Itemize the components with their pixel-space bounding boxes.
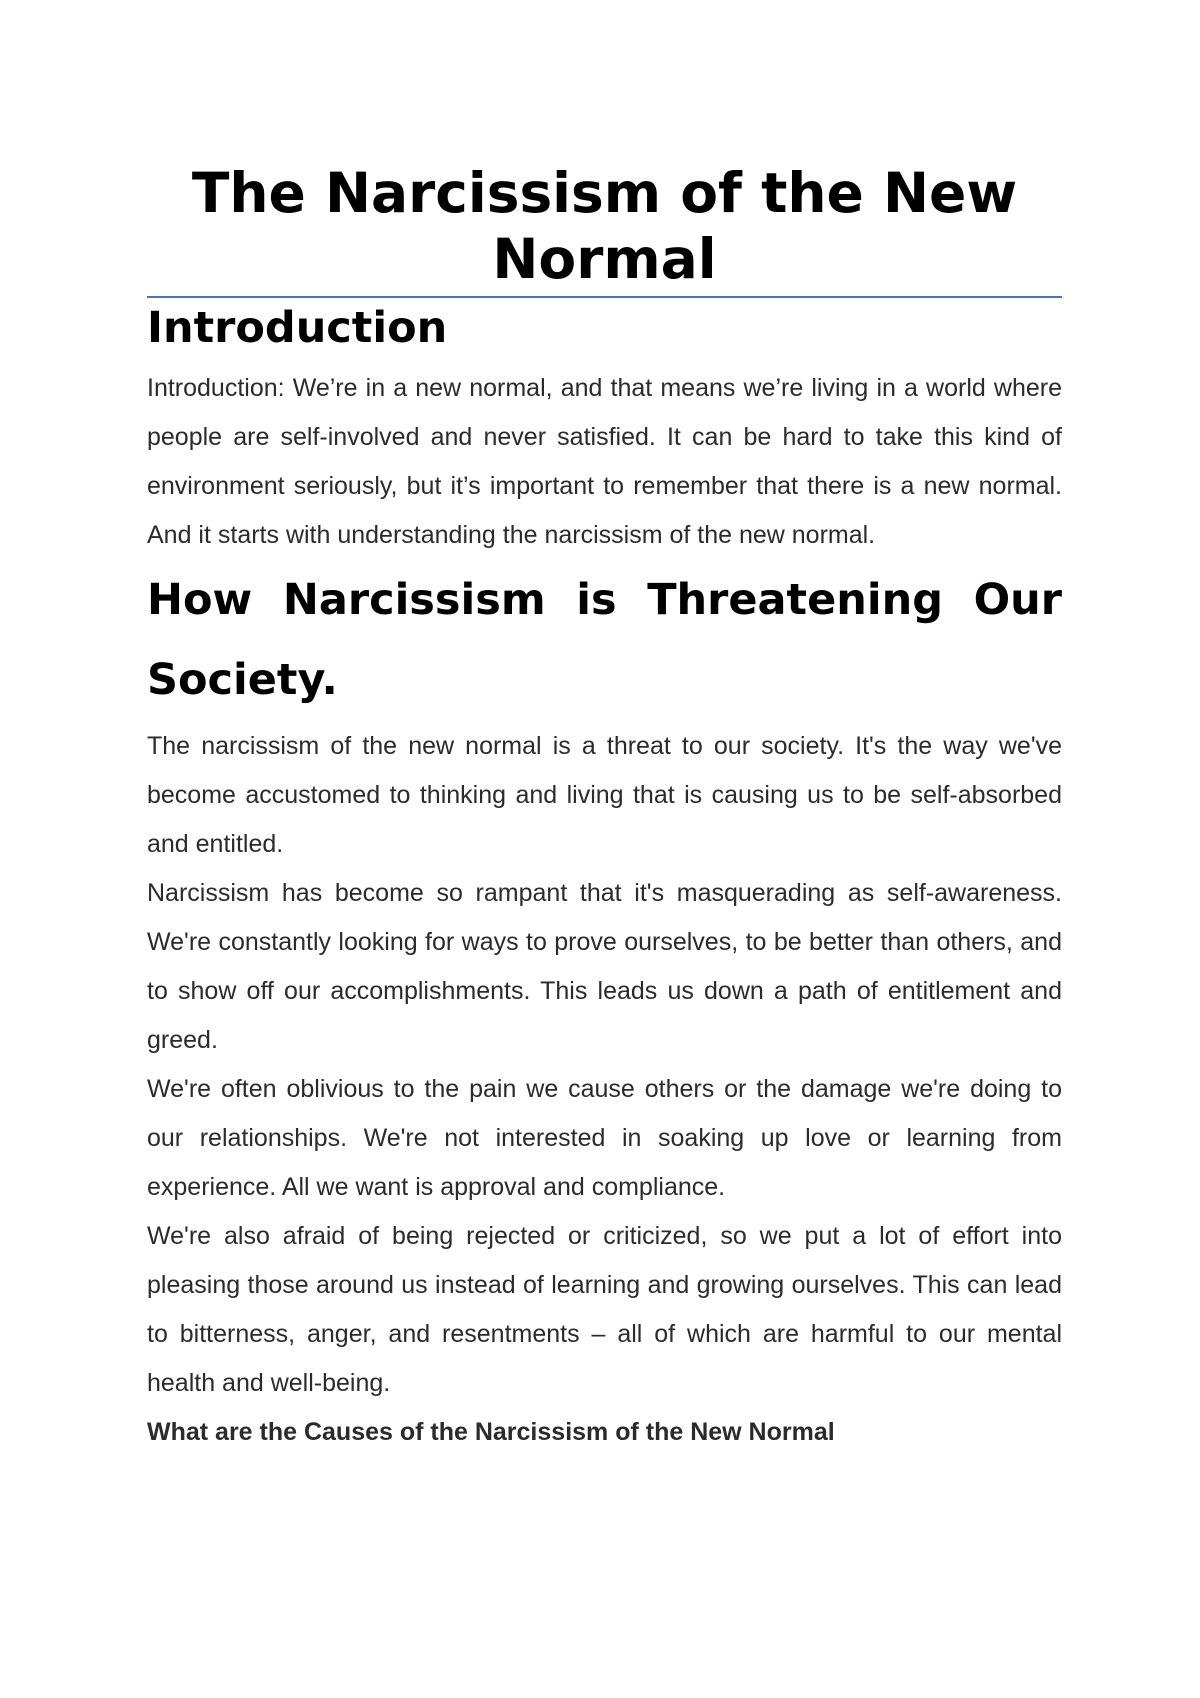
section-heading-introduction: Introduction xyxy=(147,303,448,353)
threat-paragraph-1: The narcissism of the new normal is a threat to our society. It's the way we've become accustomed to thinking and living that is causing us to be self-absorbed and entitled. xyxy=(147,732,1062,858)
threat-paragraph-4: We're also afraid of being rejected or criticized, so we put a lot of effort into pleasing those around us instead of learning and growing ourselves. This can lead to bitterness, anger, and resentments – all of which are harmful to our mental health and well-being. xyxy=(147,1222,1062,1397)
section-heading-threat: How Narcissism is Threatening Our Society. xyxy=(147,575,1062,705)
introduction-paragraph: Introduction: We’re in a new normal, and that means we’re living in a world where people are self-involved and never satisfied. It can be hard to take this kind of environment seriously, but it’s important to remember that there is a new normal. And it starts with understanding the narcissism of the new normal. xyxy=(147,374,1062,549)
threat-paragraph-2: Narcissism has become so rampant that it's masquerading as self-awareness. We're constantly looking for ways to prove ourselves, to be better than others, and to show off our accomplishments. This leads us down a path of entitlement and greed. xyxy=(147,879,1062,1054)
causes-subheading: What are the Causes of the Narcissism of the New Normal xyxy=(147,1418,835,1446)
threat-paragraph-3: We're often oblivious to the pain we cause others or the damage we're doing to our relationships. We're not interested in soaking up love or learning from experience. All we want is approval and compliance. xyxy=(147,1075,1062,1201)
document-title: The Narcissism of the New Normal xyxy=(147,160,1062,298)
document-page xyxy=(147,160,1062,1457)
